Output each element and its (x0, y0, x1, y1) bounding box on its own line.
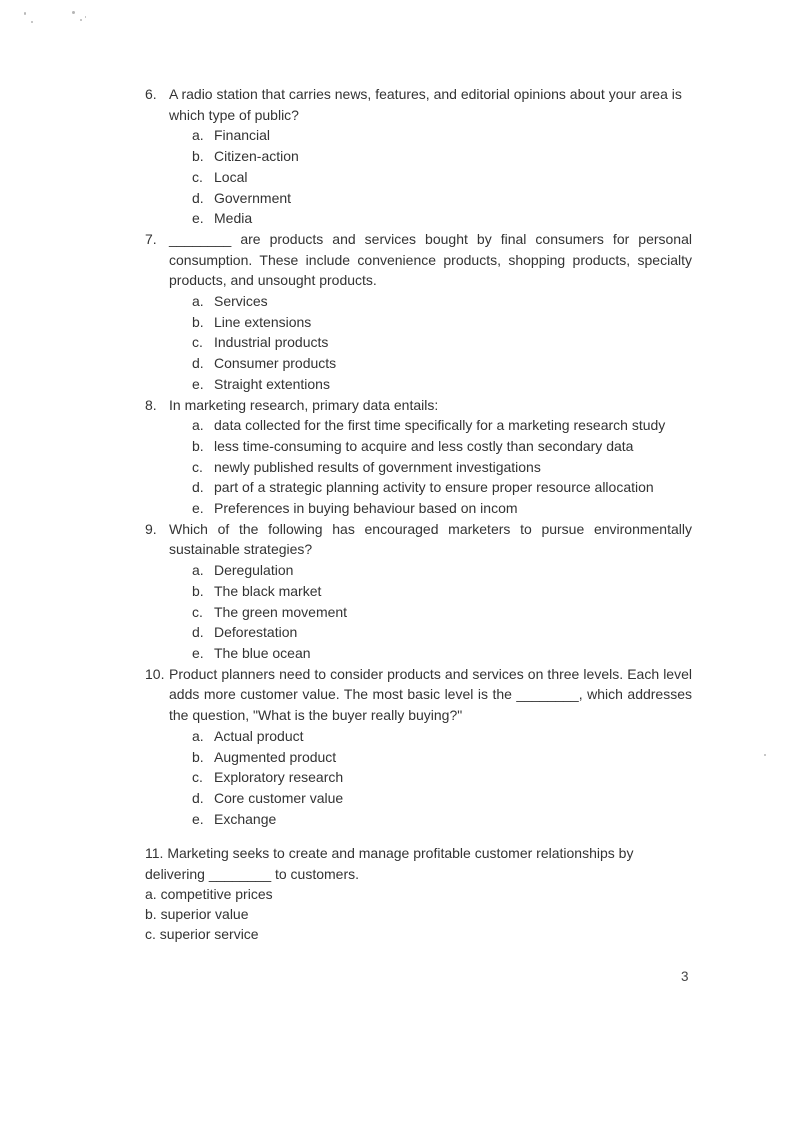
option-letter: b. (192, 313, 204, 330)
option-text: data collected for the first time specifically for a marketing research study (214, 417, 666, 434)
scan-artifact (31, 21, 33, 23)
option-letter: d. (192, 624, 204, 641)
option-text: Exploratory research (214, 769, 344, 786)
option-a (192, 560, 692, 581)
question-text: ________ are products and services bought by final consumers for personal consumption. These include convenience products, shopping products, specialty products, and unsought products. (169, 230, 692, 289)
option-text: Deregulation (214, 562, 294, 579)
option-letter: b. (192, 148, 204, 165)
option-text: Preferences in buying behaviour based on incom (214, 500, 518, 517)
option-e (192, 809, 692, 830)
option-text: Deforestation (214, 624, 298, 641)
option-d (192, 353, 692, 374)
option-a (192, 726, 692, 747)
question-number: 6. (145, 86, 157, 102)
question-8 (145, 395, 692, 519)
option-text: The blue ocean (214, 644, 311, 661)
option-text: less time-consuming to acquire and less costly than secondary data (214, 437, 634, 454)
option-d (192, 788, 692, 809)
exam-content (145, 84, 692, 944)
option-text: Exchange (214, 810, 277, 827)
option-a (192, 125, 692, 146)
option-letter: d. (192, 789, 204, 806)
option-text: Media (214, 210, 253, 227)
option-letter: d. (192, 479, 204, 496)
option-text: Augmented product (214, 748, 337, 765)
option-text: Actual product (214, 727, 304, 744)
question-text: Product planners need to consider products and services on three levels. Each level adds more customer value. The most basic level is the ________, which addresses the question, "What is the buyer really buying?" (169, 665, 692, 724)
option-text: The black market (214, 582, 322, 599)
option-text: Consumer products (214, 355, 337, 372)
scan-artifact (24, 12, 26, 15)
question-text: A radio station that carries news, features, and editorial opinions about your area is which type of public? (169, 86, 682, 123)
option-b: b. superior value (145, 905, 249, 922)
options-list (192, 415, 692, 519)
option-letter: e. (192, 500, 204, 517)
question-6 (145, 84, 692, 229)
options-list (192, 726, 692, 830)
option-letter: e. (192, 644, 204, 661)
option-text: The green movement (214, 603, 348, 620)
option-a: a. competitive prices (145, 885, 273, 902)
option-letter: a. (192, 417, 204, 434)
option-text: Government (214, 189, 292, 206)
option-e (192, 208, 692, 229)
option-text: Industrial products (214, 334, 329, 351)
option-letter: b. (192, 748, 204, 765)
option-text: Line extensions (214, 313, 312, 330)
option-letter: c. (192, 334, 203, 351)
option-b (192, 146, 692, 167)
option-b (192, 747, 692, 768)
option-b (192, 581, 692, 602)
option-letter: c. (192, 769, 203, 786)
scan-artifact (764, 754, 766, 756)
option-letter: a. (192, 727, 204, 744)
question-10 (145, 664, 692, 830)
option-letter: b. (192, 582, 204, 599)
option-e (192, 643, 692, 664)
option-b (192, 312, 692, 333)
option-text: part of a strategic planning activity to ensure proper resource allocation (214, 479, 654, 496)
question-number: 10. (145, 665, 165, 682)
option-letter: c. (192, 168, 203, 185)
options-list (192, 291, 692, 395)
scan-artifact (80, 19, 82, 21)
question-number: 7. (145, 230, 157, 247)
option-c (192, 767, 692, 788)
option-letter: e. (192, 375, 204, 392)
options-list (192, 560, 692, 664)
option-letter: c. (192, 458, 203, 475)
question-text: In marketing research, primary data entails: (169, 396, 439, 413)
question-text: Which of the following has encouraged marketers to pursue environmentally sustainable strategies? (169, 520, 692, 558)
option-letter: c. (192, 603, 203, 620)
option-text: Financial (214, 127, 271, 144)
question-text-line: 11. Marketing seeks to create and manage profitable customer relationships by (145, 845, 634, 862)
question-number: 8. (145, 396, 157, 413)
option-letter: d. (192, 355, 204, 372)
option-letter: a. (192, 293, 204, 310)
options-list (192, 125, 692, 229)
option-text: Straight extentions (214, 375, 330, 392)
option-text: Citizen-action (214, 148, 299, 165)
option-c: c. superior service (145, 926, 259, 943)
option-letter: d. (192, 189, 204, 206)
option-text: Local (214, 168, 248, 185)
question-11 (145, 843, 692, 944)
question-number: 9. (145, 520, 157, 537)
option-e (192, 374, 692, 395)
page-number: 3 (681, 969, 689, 984)
option-d (192, 477, 692, 498)
option-c (192, 457, 692, 478)
option-a (192, 291, 692, 312)
option-text: Services (214, 293, 268, 310)
option-c (192, 332, 692, 353)
option-d (192, 188, 692, 209)
option-a (192, 415, 692, 436)
option-letter: e. (192, 210, 204, 227)
question-text-line: delivering ________ to customers. (145, 865, 360, 882)
option-text: newly published results of government investigations (214, 458, 541, 475)
scan-artifact (72, 11, 75, 14)
option-letter: b. (192, 437, 204, 454)
option-d (192, 622, 692, 643)
option-c (192, 167, 692, 188)
option-text: Core customer value (214, 789, 344, 806)
scan-artifact (85, 16, 86, 18)
option-letter: e. (192, 810, 204, 827)
option-e (192, 498, 692, 519)
question-9 (145, 519, 692, 664)
question-7 (145, 229, 692, 395)
option-letter: a. (192, 562, 204, 579)
option-letter: a. (192, 127, 204, 144)
option-c (192, 602, 692, 623)
option-b (192, 436, 692, 457)
